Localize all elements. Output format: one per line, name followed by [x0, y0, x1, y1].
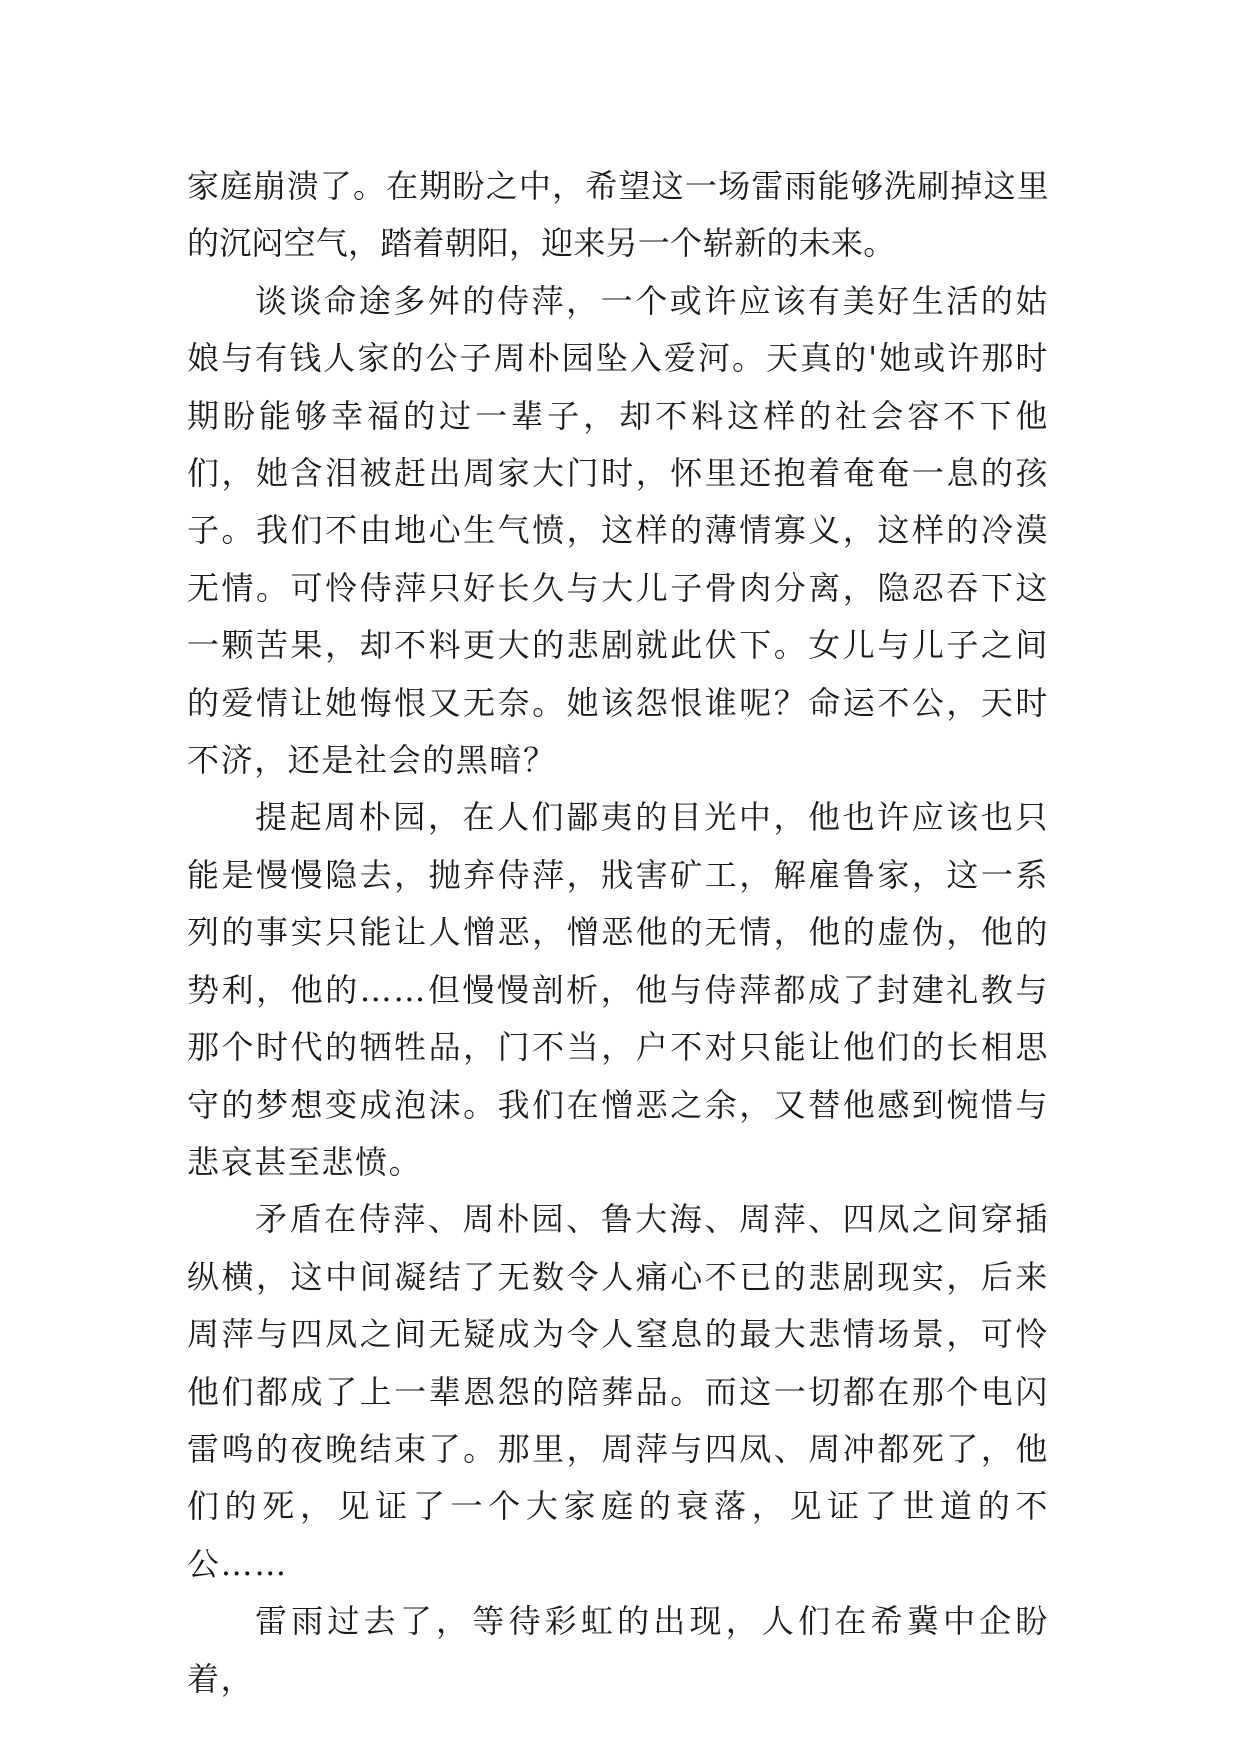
paragraph-continuation: 家庭崩溃了。在期盼之中，希望这一场雷雨能够洗刷掉这里的沉闷空气，踏着朝阳，迎来另一个崭新的未来。 [187, 167, 1049, 263]
body-text [187, 158, 1049, 1708]
paragraph-zhoupuyuan: 提起周朴园，在人们鄙夷的目光中，他也许应该也只能是慢慢隐去，抛弃侍萍，戕害矿工，解雇鲁家，这一系列的事实只能让人憎恶，憎恶他的无情，他的虚伪，他的势利，他的……但慢慢剖析，他与侍萍都成了封建礼教与那个时代的牺牲品，门不当，户不对只能让他们的长相思守的梦想变成泡沫。我们在憎恶之余，又替他感到惋惜与悲哀甚至悲愤。 [187, 798, 1049, 1181]
paragraph-conflict: 矛盾在侍萍、周朴园、鲁大海、周萍、四凤之间穿插纵横，这中间凝结了无数令人痛心不已的悲剧现实，后来周萍与四凤之间无疑成为令人窒息的最大悲情场景，可怜他们都成了上一辈恩怨的陪葬品。而这一切都在那个电闪雷鸣的夜晚结束了。那里，周萍与四凤、周冲都死了，他们的死，见证了一个大家庭的衰落，见证了世道的不公…… [187, 1200, 1049, 1583]
paragraph-shiping: 谈谈命途多舛的侍萍，一个或许应该有美好生活的姑娘与有钱人家的公子周朴园坠入爱河。天真的'她或许那时期盼能够幸福的过一辈子，却不料这样的社会容不下他们，她含泪被赶出周家大门时，怀里还抱着奄奄一息的孩子。我们不由地心生气愤，这样的薄情寡义，这样的冷漠无情。可怜侍萍只好长久与大儿子骨肉分离，隐忍吞下这一颗苦果，却不料更大的悲剧就此伏下。女儿与儿子之间的爱情让她悔恨又无奈。她该怨恨谁呢？命运不公，天时不济，还是社会的黑暗？ [187, 281, 1049, 780]
paragraph-rainbow: 雷雨过去了，等待彩虹的出现，人们在希冀中企盼着， [187, 1602, 1049, 1698]
